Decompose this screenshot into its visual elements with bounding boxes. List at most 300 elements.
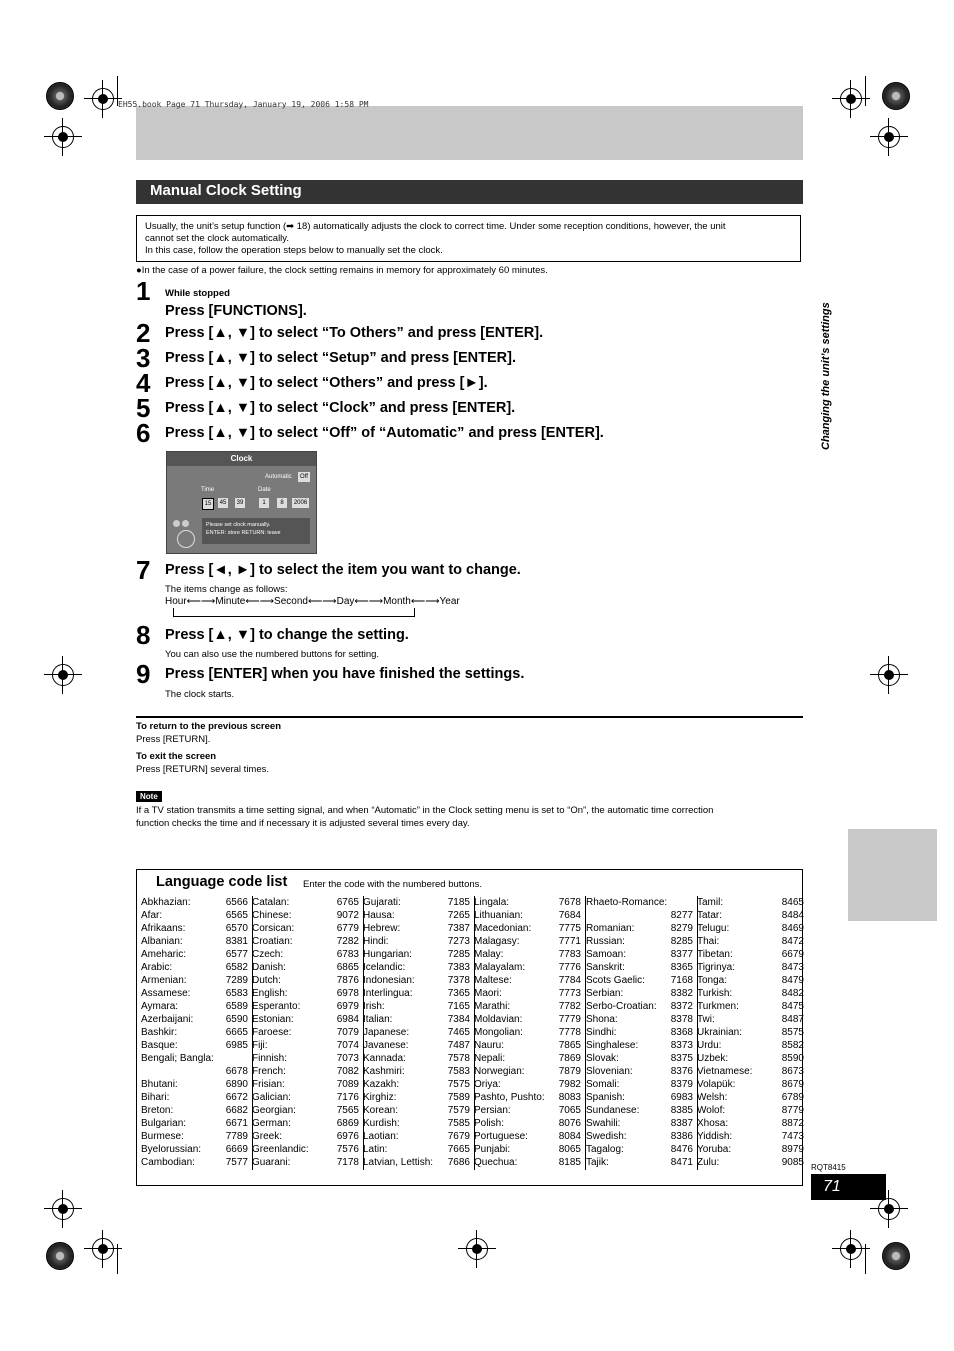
language-name: Georgian: [252, 1105, 296, 1116]
language-column [363, 896, 475, 1170]
language-name: Hungarian: [363, 949, 412, 960]
osd-date-label: Date [258, 487, 271, 493]
language-entry [141, 1026, 252, 1039]
crosshair-icon [52, 126, 74, 148]
language-entry [697, 1013, 808, 1026]
language-name: French: [252, 1066, 286, 1077]
language-code: 7168 [670, 975, 693, 986]
language-code: 7378 [447, 975, 470, 986]
language-name: Japanese: [363, 1027, 410, 1038]
language-entry [252, 1130, 363, 1143]
language-entry [697, 961, 808, 974]
language-entry [141, 987, 252, 1000]
language-name: Yoruba: [697, 1144, 732, 1155]
language-name: Persian: [474, 1105, 511, 1116]
language-name: Javanese: [363, 1040, 409, 1051]
language-code: 7779 [558, 1014, 581, 1025]
language-name: Singhalese: [586, 1040, 639, 1051]
language-entry [474, 1130, 585, 1143]
language-entry [586, 1130, 697, 1143]
language-list-title: Language code list [156, 874, 288, 890]
language-name: Maltese: [474, 975, 512, 986]
osd-time-label: Time [201, 487, 215, 493]
step-text: Press [▲, ▼] to change the setting. [165, 627, 409, 643]
language-code: 7282 [336, 936, 359, 947]
language-entry [363, 1143, 474, 1156]
language-code: 7585 [447, 1118, 470, 1129]
crosshair-icon [878, 126, 900, 148]
language-name: Spanish: [586, 1092, 625, 1103]
language-entry [252, 1078, 363, 1091]
crop-mark [117, 1244, 118, 1274]
language-entry [697, 1156, 808, 1169]
language-code: 8386 [670, 1131, 693, 1142]
language-code: 7365 [447, 988, 470, 999]
language-entry [252, 922, 363, 935]
language-entry [363, 1000, 474, 1013]
language-code: 8590 [781, 1053, 804, 1064]
language-name: Pashto, Pushto: [474, 1092, 545, 1103]
language-name: Esperanto: [252, 1001, 301, 1012]
crosshair-icon [878, 1198, 900, 1220]
osd-message-line: ENTER: store RETURN: leave [206, 530, 281, 536]
cycle-sequence: Hour⟵⟶Minute⟵⟶Second⟵⟶Day⟵⟶Month⟵⟶Year [165, 596, 460, 607]
language-code: 8582 [781, 1040, 804, 1051]
language-entry [141, 1078, 252, 1091]
language-entry [141, 1013, 252, 1026]
language-entry [697, 1117, 808, 1130]
language-code: 8479 [781, 975, 804, 986]
language-name: Quechua: [474, 1157, 518, 1168]
language-name: Bashkir: [141, 1027, 178, 1038]
language-code: 8779 [781, 1105, 804, 1116]
osd-title: Clock [167, 452, 316, 466]
language-code: 7473 [781, 1131, 804, 1142]
language-entry [363, 1039, 474, 1052]
language-entry [141, 1091, 252, 1104]
page-number: 71 [811, 1174, 886, 1200]
language-entry [141, 961, 252, 974]
language-entry [363, 935, 474, 948]
language-name: Tonga: [697, 975, 728, 986]
language-code: 6979 [336, 1001, 359, 1012]
crosshair-icon [92, 88, 114, 110]
language-name: Danish: [252, 962, 286, 973]
language-entry [586, 922, 697, 935]
language-name: Finnish: [252, 1053, 288, 1064]
language-name: Wolof: [697, 1105, 726, 1116]
language-code: 6669 [225, 1144, 248, 1155]
dpad-icon [177, 530, 195, 548]
language-entry [363, 1156, 474, 1169]
language-name: Tajik: [586, 1157, 609, 1168]
language-code: 8084 [558, 1131, 581, 1142]
language-code: 8185 [558, 1157, 581, 1168]
language-name: Nepali: [474, 1053, 506, 1064]
language-entry [141, 1104, 252, 1117]
language-entry [474, 1104, 585, 1117]
language-code: 7465 [447, 1027, 470, 1038]
intro-box [136, 215, 801, 262]
language-code: 7578 [447, 1053, 470, 1064]
language-entry [586, 974, 697, 987]
language-code: 7387 [447, 923, 470, 934]
language-column [252, 896, 364, 1170]
language-entry [697, 1065, 808, 1078]
language-entry [586, 1026, 697, 1039]
language-entry [474, 1143, 585, 1156]
language-code: 8373 [670, 1040, 693, 1051]
language-code: 8482 [781, 988, 804, 999]
language-entry [474, 1039, 585, 1052]
language-code: 6869 [336, 1118, 359, 1129]
language-entry [252, 1052, 363, 1065]
language-name: Norwegian: [474, 1066, 525, 1077]
language-entry [141, 1065, 252, 1078]
language-entry [474, 1013, 585, 1026]
language-code: 8469 [781, 923, 804, 934]
note-badge: Note [136, 791, 162, 802]
language-entry [586, 1117, 697, 1130]
language-code: 8279 [670, 923, 693, 934]
language-code: 7065 [558, 1105, 581, 1116]
language-entry [363, 1065, 474, 1078]
language-name: Bulgarian: [141, 1118, 187, 1129]
language-name: Abkhazian: [141, 897, 191, 908]
language-code: 7784 [558, 975, 581, 986]
header-band [136, 106, 803, 160]
language-name: Malayalam: [474, 962, 526, 973]
language-code: 7176 [336, 1092, 359, 1103]
language-code: 6678 [225, 1066, 248, 1077]
language-code: 7575 [447, 1079, 470, 1090]
language-entry [697, 1026, 808, 1039]
language-code: 7869 [558, 1053, 581, 1064]
language-code: 6779 [336, 923, 359, 934]
language-name: Bhutani: [141, 1079, 178, 1090]
language-name: Afrikaans: [141, 923, 186, 934]
step-number: 4 [136, 368, 151, 398]
language-name: Slovenian: [586, 1066, 633, 1077]
language-name: Telugu: [697, 923, 730, 934]
language-code: 6783 [336, 949, 359, 960]
language-name: Macedonian: [474, 923, 532, 934]
language-entry [252, 896, 363, 909]
language-entry [141, 1039, 252, 1052]
language-code: 8487 [781, 1014, 804, 1025]
crosshair-icon [52, 664, 74, 686]
language-entry [586, 1065, 697, 1078]
language-code: 7289 [225, 975, 248, 986]
crosshair-icon [840, 1238, 862, 1260]
language-name: Nauru: [474, 1040, 505, 1051]
language-entry [586, 1104, 697, 1117]
document-code: RQT8415 [811, 1163, 846, 1172]
language-column [474, 896, 586, 1170]
remote-buttons-icon [173, 514, 191, 522]
language-name: Shona: [586, 1014, 618, 1025]
language-code: 8372 [670, 1001, 693, 1012]
language-entry [474, 948, 585, 961]
language-code: 7383 [447, 962, 470, 973]
language-entry [697, 896, 808, 909]
language-code: 8376 [670, 1066, 693, 1077]
language-name: Guarani: [252, 1157, 291, 1168]
language-entry [697, 1130, 808, 1143]
language-entry [363, 1026, 474, 1039]
language-code: 7073 [336, 1053, 359, 1064]
osd-day: 1 [259, 498, 269, 508]
language-name: Welsh: [697, 1092, 728, 1103]
language-name: Volapük: [697, 1079, 736, 1090]
language-code: 8387 [670, 1118, 693, 1129]
language-code: 7684 [558, 910, 581, 921]
intro-line: Usually, the unit’s setup function (➡ 18) automatically adjusts the clock to correct time. Under some reception conditions, however, the unit [145, 221, 726, 232]
language-entry [363, 1052, 474, 1065]
language-name: Sundanese: [586, 1105, 640, 1116]
language-name: Czech: [252, 949, 284, 960]
language-entry [474, 935, 585, 948]
language-name: Moldavian: [474, 1014, 523, 1025]
language-code: 6671 [225, 1118, 248, 1129]
language-name: Croatian: [252, 936, 293, 947]
language-entry [474, 909, 585, 922]
language-code: 8381 [225, 936, 248, 947]
language-entry [252, 961, 363, 974]
language-name: Kashmiri: [363, 1066, 405, 1077]
language-name: Yiddish: [697, 1131, 733, 1142]
language-code: 8065 [558, 1144, 581, 1155]
return-text: Press [RETURN]. [136, 734, 211, 745]
language-code: 7565 [336, 1105, 359, 1116]
language-name: Azerbaijani: [141, 1014, 194, 1025]
language-code: 8379 [670, 1079, 693, 1090]
language-entry [141, 935, 252, 948]
language-entry [586, 1143, 697, 1156]
crop-mark [865, 76, 866, 106]
step-number: 8 [136, 620, 151, 650]
osd-year: 2006 [293, 500, 308, 506]
language-name: Somali: [586, 1079, 620, 1090]
language-code: 7782 [558, 1001, 581, 1012]
language-name: Greek: [252, 1131, 283, 1142]
osd-message-line: Please set clock manually. [206, 522, 271, 528]
language-entry [474, 896, 585, 909]
language-entry [363, 1013, 474, 1026]
language-code: 7778 [558, 1027, 581, 1038]
crosshair-icon [52, 1198, 74, 1220]
language-code: 8277 [670, 910, 693, 921]
language-entry [474, 1026, 585, 1039]
language-entry [363, 974, 474, 987]
language-code: 7879 [558, 1066, 581, 1077]
language-code: 8382 [670, 988, 693, 999]
language-entry [252, 1091, 363, 1104]
language-entry [697, 987, 808, 1000]
crosshair-icon [840, 88, 862, 110]
language-code: 6582 [225, 962, 248, 973]
language-name: Arabic: [141, 962, 173, 973]
language-name: Basque: [141, 1040, 178, 1051]
language-entry [474, 1117, 585, 1130]
language-code: 7771 [558, 936, 581, 947]
osd-hour: 15 [202, 498, 214, 510]
crop-mark [865, 1244, 866, 1274]
language-code: 7876 [336, 975, 359, 986]
language-entry [363, 961, 474, 974]
language-code: 6983 [670, 1092, 693, 1103]
language-name: Sanskrit: [586, 962, 625, 973]
step-text: Press [▲, ▼] to select “To Others” and press [ENTER]. [165, 325, 544, 341]
language-name: Polish: [474, 1118, 505, 1129]
language-entry [252, 1000, 363, 1013]
language-entry [141, 1130, 252, 1143]
language-code: 6865 [336, 962, 359, 973]
language-entry [141, 948, 252, 961]
power-failure-note: ●In the case of a power failure, the clock setting remains in memory for approximately 60 minutes. [136, 265, 548, 276]
step-number: 6 [136, 418, 151, 448]
language-code: 6665 [225, 1027, 248, 1038]
language-entry [697, 1052, 808, 1065]
step-precondition: While stopped [165, 288, 230, 299]
language-code: 7265 [447, 910, 470, 921]
language-list-subtitle: Enter the code with the numbered buttons. [303, 879, 483, 890]
language-name: Gujarati: [363, 897, 401, 908]
language-name: Tatar: [697, 910, 723, 921]
language-code: 8368 [670, 1027, 693, 1038]
language-name: Swedish: [586, 1131, 627, 1142]
language-name: Byelorussian: [141, 1144, 202, 1155]
language-entry [474, 1091, 585, 1104]
language-code: 7579 [447, 1105, 470, 1116]
language-entry [474, 961, 585, 974]
language-entry [363, 1117, 474, 1130]
language-code: 6583 [225, 988, 248, 999]
language-name: Malay: [474, 949, 504, 960]
language-code: 7583 [447, 1066, 470, 1077]
language-code: 8473 [781, 962, 804, 973]
language-entry [474, 1078, 585, 1091]
language-code: 7678 [558, 897, 581, 908]
language-name: Marathi: [474, 1001, 511, 1012]
language-code: 6976 [336, 1131, 359, 1142]
registration-star-icon [882, 82, 910, 110]
section-title: Manual Clock Setting [150, 182, 302, 199]
language-code: 8679 [781, 1079, 804, 1090]
language-name: Dutch: [252, 975, 281, 986]
language-entry [697, 1104, 808, 1117]
language-code: 8472 [781, 936, 804, 947]
language-code: 7165 [447, 1001, 470, 1012]
language-code: 7178 [336, 1157, 359, 1168]
language-entry [363, 909, 474, 922]
language-code: 7384 [447, 1014, 470, 1025]
language-name: Breton: [141, 1105, 174, 1116]
language-name: Urdu: [697, 1040, 722, 1051]
language-code: 6984 [336, 1014, 359, 1025]
crosshair-icon [466, 1238, 488, 1260]
language-code: 8377 [670, 949, 693, 960]
language-entry [141, 1052, 252, 1065]
language-name: Afar: [141, 910, 163, 921]
language-code: 8484 [781, 910, 804, 921]
osd-month: 8 [277, 498, 287, 508]
language-code: 7776 [558, 962, 581, 973]
language-code: 8375 [670, 1053, 693, 1064]
language-name: Hindi: [363, 936, 389, 947]
language-name: Turkmen: [697, 1001, 739, 1012]
language-name: Tibetan: [697, 949, 733, 960]
language-name: Tagalog: [586, 1144, 624, 1155]
language-name: Zulu: [697, 1157, 720, 1168]
language-entry [697, 935, 808, 948]
language-name: Punjabi: [474, 1144, 511, 1155]
language-name: Latvian, Lettish: [363, 1157, 434, 1168]
language-entry [363, 1130, 474, 1143]
language-name: Vietnamese: [697, 1066, 753, 1077]
language-name: Serbo-Croatian: [586, 1001, 657, 1012]
language-code: 8365 [670, 962, 693, 973]
language-name: Swahili: [586, 1118, 621, 1129]
step-subtext: The items change as follows: [165, 584, 288, 595]
language-entry [141, 1143, 252, 1156]
registration-star-icon [46, 1242, 74, 1270]
language-name: Ameharic: [141, 949, 187, 960]
crosshair-icon [878, 664, 900, 686]
language-entry [363, 948, 474, 961]
language-entry [586, 1091, 697, 1104]
language-code: 9085 [781, 1157, 804, 1168]
language-name: Maori: [474, 988, 502, 999]
language-name: Uzbek: [697, 1053, 729, 1064]
divider [136, 716, 803, 718]
return-title: To return to the previous screen [136, 721, 281, 732]
step-subtext: You can also use the numbered buttons for setting. [165, 649, 380, 660]
chapter-tab [848, 829, 937, 921]
language-code: 6672 [225, 1092, 248, 1103]
language-entry [363, 1078, 474, 1091]
language-code: 6566 [225, 897, 248, 908]
language-column [697, 896, 808, 1169]
language-code: 7865 [558, 1040, 581, 1051]
language-entry [252, 1065, 363, 1078]
language-name: Thai: [697, 936, 720, 947]
osd-automatic-value: Off [298, 472, 310, 482]
step-number: 5 [136, 393, 151, 423]
language-code: 6590 [225, 1014, 248, 1025]
language-code: 7089 [336, 1079, 359, 1090]
language-name: Kannada: [363, 1053, 406, 1064]
intro-line: cannot set the clock automatically. [145, 233, 289, 244]
language-code: 8475 [781, 1001, 804, 1012]
language-code: 8471 [670, 1157, 693, 1168]
language-name: Hausa: [363, 910, 395, 921]
language-entry [474, 987, 585, 1000]
exit-title: To exit the screen [136, 751, 217, 762]
language-name: Oriya: [474, 1079, 501, 1090]
language-column [141, 896, 253, 1170]
language-entry [252, 1013, 363, 1026]
language-code: 7577 [225, 1157, 248, 1168]
language-entry [586, 896, 697, 909]
language-entry [586, 1078, 697, 1091]
language-name: Rhaeto-Romance: [586, 897, 668, 908]
language-code: 8979 [781, 1144, 804, 1155]
language-name: Serbian: [586, 988, 624, 999]
step-text: Press [ENTER] when you have finished the settings. [165, 666, 525, 682]
language-entry [474, 1065, 585, 1078]
language-name: Samoan: [586, 949, 627, 960]
